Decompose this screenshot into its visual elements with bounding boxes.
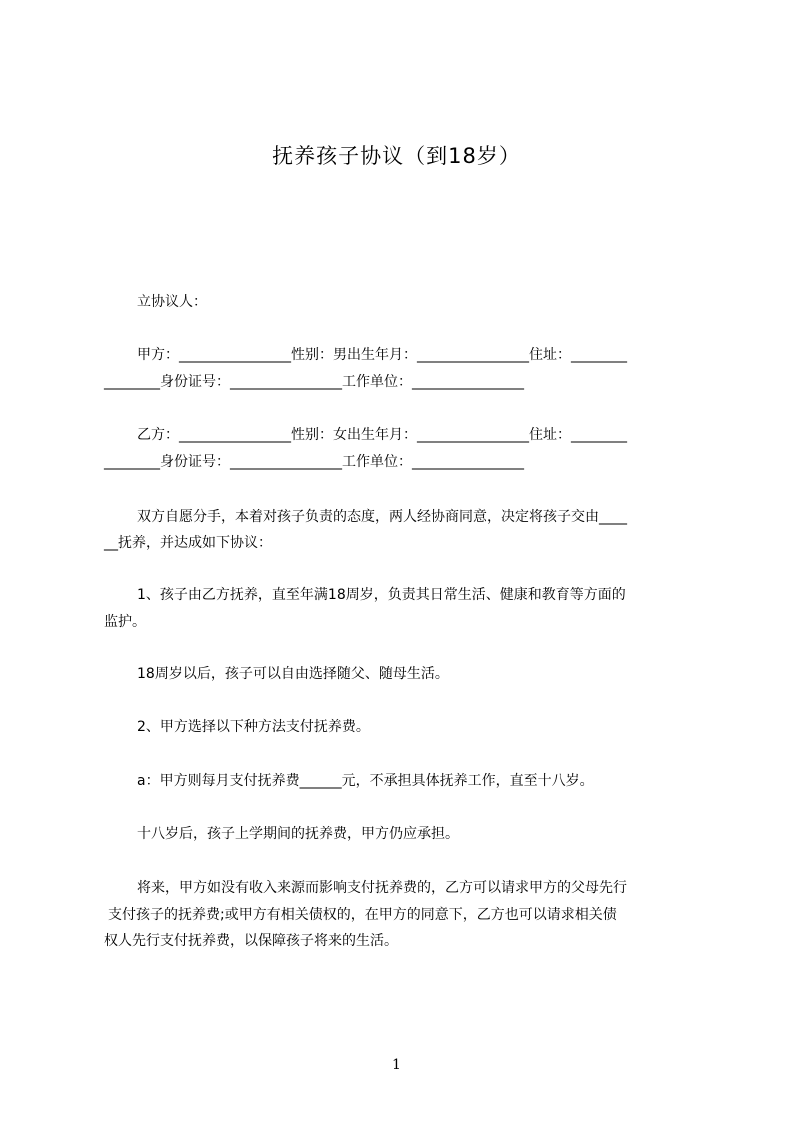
future-line-1: 将来，甲方如没有收入来源而影响支付抚养费的，乙方可以请求甲方的父母先行	[137, 880, 627, 896]
clause-2b-line: 十八岁后，孩子上学期间的抚养费，甲方仍应承担。	[137, 826, 459, 842]
parties-label: 立协议人：	[137, 294, 207, 310]
party-b-line-1: 乙方：________________性别：女出生年月：________________住址：________	[137, 427, 627, 443]
document-title: 抚养孩子协议（到18岁）	[272, 144, 521, 168]
future-line-2: 支付孩子的抚养费;或甲方有相关债权的，在甲方的同意下，乙方也可以请求相关债	[108, 907, 617, 923]
party-a-line-1: 甲方：________________性别：男出生年月：________________住址：________	[137, 347, 627, 363]
party-a-line-2: ________身份证号：________________工作单位：________________	[104, 374, 524, 390]
party-b-line-2: ________身份证号：________________工作单位：________________	[104, 454, 524, 470]
clause-2-line: 2、甲方选择以下种方法支付抚养费。	[137, 719, 370, 735]
clause-1-line-2: 监护。	[104, 614, 146, 630]
intro-line-1: 双方自愿分手，本着对孩子负责的态度，两人经协商同意，决定将孩子交由____	[137, 509, 627, 525]
clause-1-line-3: 18周岁以后，孩子可以自由选择随父、随母生活。	[137, 666, 449, 682]
intro-line-2: __抚养，并达成如下协议：	[104, 535, 272, 551]
page-number: 1	[392, 1057, 401, 1073]
future-line-3: 权人先行支付抚养费，以保障孩子将来的生活。	[104, 933, 398, 949]
clause-2a-line: a：甲方则每月支付抚养费______元，不承担具体抚养工作，直至十八岁。	[137, 773, 594, 789]
clause-1-line-1: 1、孩子由乙方抚养，直至年满18周岁，负责其日常生活、健康和教育等方面的	[137, 587, 626, 603]
